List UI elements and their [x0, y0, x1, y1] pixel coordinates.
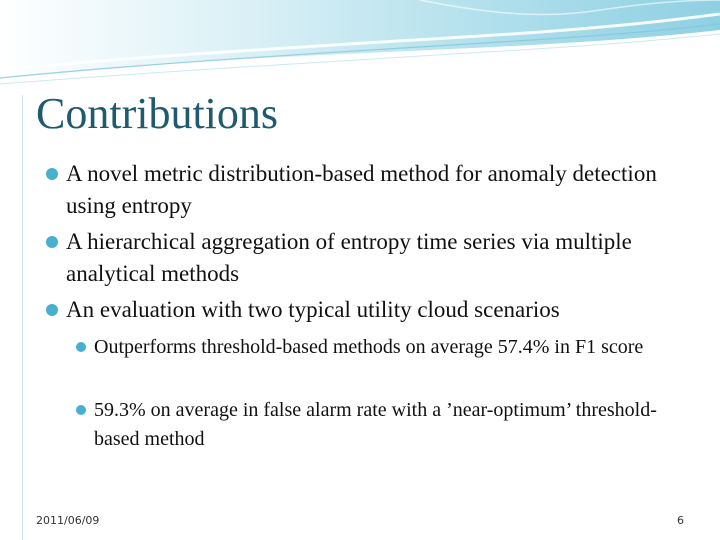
bullet-text: A novel metric distribution-based method for anomaly detection using entropy: [66, 161, 657, 218]
sub-bullet-dot-icon: [76, 342, 86, 352]
footer-date: 2011/06/09: [36, 514, 100, 527]
sub-bullet-text: Outperforms threshold-based methods on average 57.4% in F1 score: [94, 336, 644, 358]
header-wave-banner: [0, 0, 720, 90]
sub-bullet-text: 59.3% on average in false alarm rate with a ’near-optimum’ threshold-based method: [94, 399, 657, 450]
slide-title: Contributions: [36, 89, 279, 138]
bullet-dot-icon: [46, 168, 58, 180]
footer-page-number: 6: [677, 514, 684, 527]
bullet-dot-icon: [46, 304, 58, 316]
left-decorative-rule: [22, 95, 23, 540]
bullet-text: An evaluation with two typical utility cloud scenarios: [66, 297, 560, 322]
bullet-text: A hierarchical aggregation of entropy time series via multiple analytical methods: [66, 229, 632, 286]
bullet-dot-icon: [46, 236, 58, 248]
sub-bullet-dot-icon: [76, 405, 86, 415]
